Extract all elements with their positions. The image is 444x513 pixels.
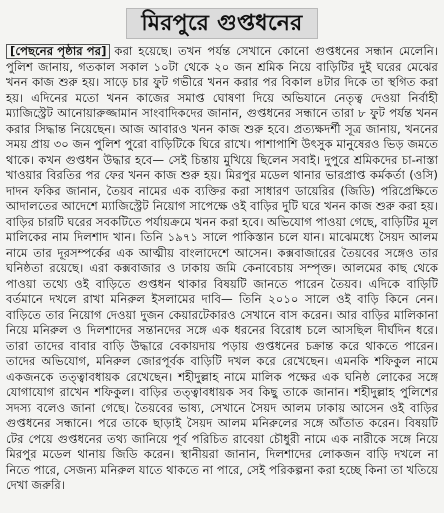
article-body [6,44,438,494]
headline: মিরপুরে গুপ্তধনের [126,8,317,39]
article-text: করা হয়েছে। তখন পর্যন্ত সেখানে কোনো গুপ্তধনের সন্ধান মেলেনি। পুলিশ জানায়, গতকাল সকাল ১০টা থেকে ২০ জন শ্রমিক নিয়ে বাড়িটির দুই ঘরের মেঝের খনন কাজ শুরু হয়। সাড়ে চার ফুট গভীরে খনন করার পর বিকাল ৪টার দিকে তা স্থগিত করা হয়। এদিনের মতো খনন কাজের সমাপ্ত ঘোষণা দিয়ে অভিযানে নেতৃত্ব দেওয়া নির্বাহী ম্যাজিস্ট্রেট আনোয়ারুজ্জামান সাংবাদিকদের জানান, গুপ্তধনের সন্ধানে তারা ৮ ফুট পর্যন্ত খনন করার সিদ্ধান্ত নিয়েছেন। আজ আবারও খনন কাজ শুরু হবে। প্রত্যক্ষদর্শী সূত্র জানায়, খননের সময় প্রায় ৩০ জন পুলিশ পুরো বাড়িটিকে ঘিরে রাখে। পাশাপাশি উৎসুক মানুষেরও ভিড় জমতে থাকে। কখন গুপ্তধন উদ্ধার হবে— সেই চিন্তায় মুখিয়ে ছিলেন সবাই। দুপুরে শ্রমিকদের চা-নাস্তা খাওয়ার বিরতির পর ফের খনন কাজ শুরু হয়। মিরপুর মডেল থানার ভারপ্রাপ্ত কর্মকর্তা (ওসি) দাদন ফকির জানান, তৈয়ব নামের এক ব্যক্তির করা সাধারণ ডায়েরির (জিডি) পরিপ্রেক্ষিতে আদালতের আদেশে ম্যাজিস্ট্রেট নিয়োগ সাপেক্ষে ওই বাড়ির দুটি ঘরে খনন কাজ শুরু করা হয়। বাড়ির চারটি ঘরের সবকটিতে পর্যায়ক্রমে খনন করা হবে। অভিযোগ পাওয়া গেছে, বাড়িটির মূল মালিকের নাম দিলশাদ খান। তিনি ১৯৭১ সালে পাকিস্তান চলে যান। মাঝেমধ্যে সৈয়দ আলম নামে তার দূরসম্পর্কের এক আত্মীয় বাংলাদেশে আসেন। কক্সবাজারের তৈয়বের সঙ্গেও তার ঘনিষ্ঠতা রয়েছে। এরা কক্সবাজার ও ঢাকায় জমি কেনাবেচায় সম্পৃক্ত। আলমের কাছ থেকে পাওয়া তথ্যে ওই বাড়িতে গুপ্তধন থাকার বিষয়টি জানতে পারেন তৈয়ব। এদিকে বাড়িটি বর্তমানে দখলে রাখা মনিরুল ইসলামের দাবি— তিনি ২০১০ সালে ওই বাড়ি কিনে নেন। বাড়িতে তার নিয়োগ দেওয়া দুজন কেয়ারটেকারও সেখানে বাস করেন। আর বাড়ির মালিকানা নিয়ে মনিরুল ও দিলশাদের সন্তানদের সঙ্গে এক ধরনের বিরোধ চলে আসছিল দীর্ঘদিন ধরে। তারা তাদের বাবার বাড়ি উদ্ধারে বেকায়দায় পড়ায় গুপ্তধনের চক্রান্ত করে থাকতে পারেন। তাদের অভিযোগ, মনিরুল জোরপূর্বক বাড়িটি দখল করে রেখেছেন। এমনকি শফিকুল নামে একজনকে তত্ত্বাবধায়ক রেখেছেন। শহীদুল্লাহ নামে মালিক পক্ষের এক ঘনিষ্ঠ লোকের সঙ্গে যোগাযোগ রাখেন শফিকুল। বাড়ির তত্ত্বাবধায়ক সব কিছু তাকে জানান। শহীদুল্লাহ পুলিশের সদস্য বলেও জানা গেছে। তৈয়বের ভাষ্য, সেখানে সৈয়দ আলম ঢাকায় আসেন ওই বাড়ির গুপ্তধনের সন্ধানে। পরে তাকে ছাড়াই সৈয়দ আলম মনিরুলের সঙ্গে আঁতাত করেন। বিষয়টি টের পেয়ে গুপ্তধনের তথ্য জানিয়ে পূর্ব পরিচিত রাবেয়া চৌধুরী নামে এক নারীকে সঙ্গে নিয়ে মিরপুর মডেল থানায় জিডি করেন। স্থানীয়রা জানান, দিলশাদের লোকজন বাড়ি দখলে না নিতে পারে, সেজন্য মনিরুল যাতে থাকতে না পারে, সেই পরিকল্পনা করা হচ্ছে কিনা তা খতিয়ে দেখা জরুরি। [6,44,438,492]
headline-container [6,8,438,39]
continued-from-previous-page-label: [পেছনের পৃষ্ঠার পর] [6,44,110,59]
